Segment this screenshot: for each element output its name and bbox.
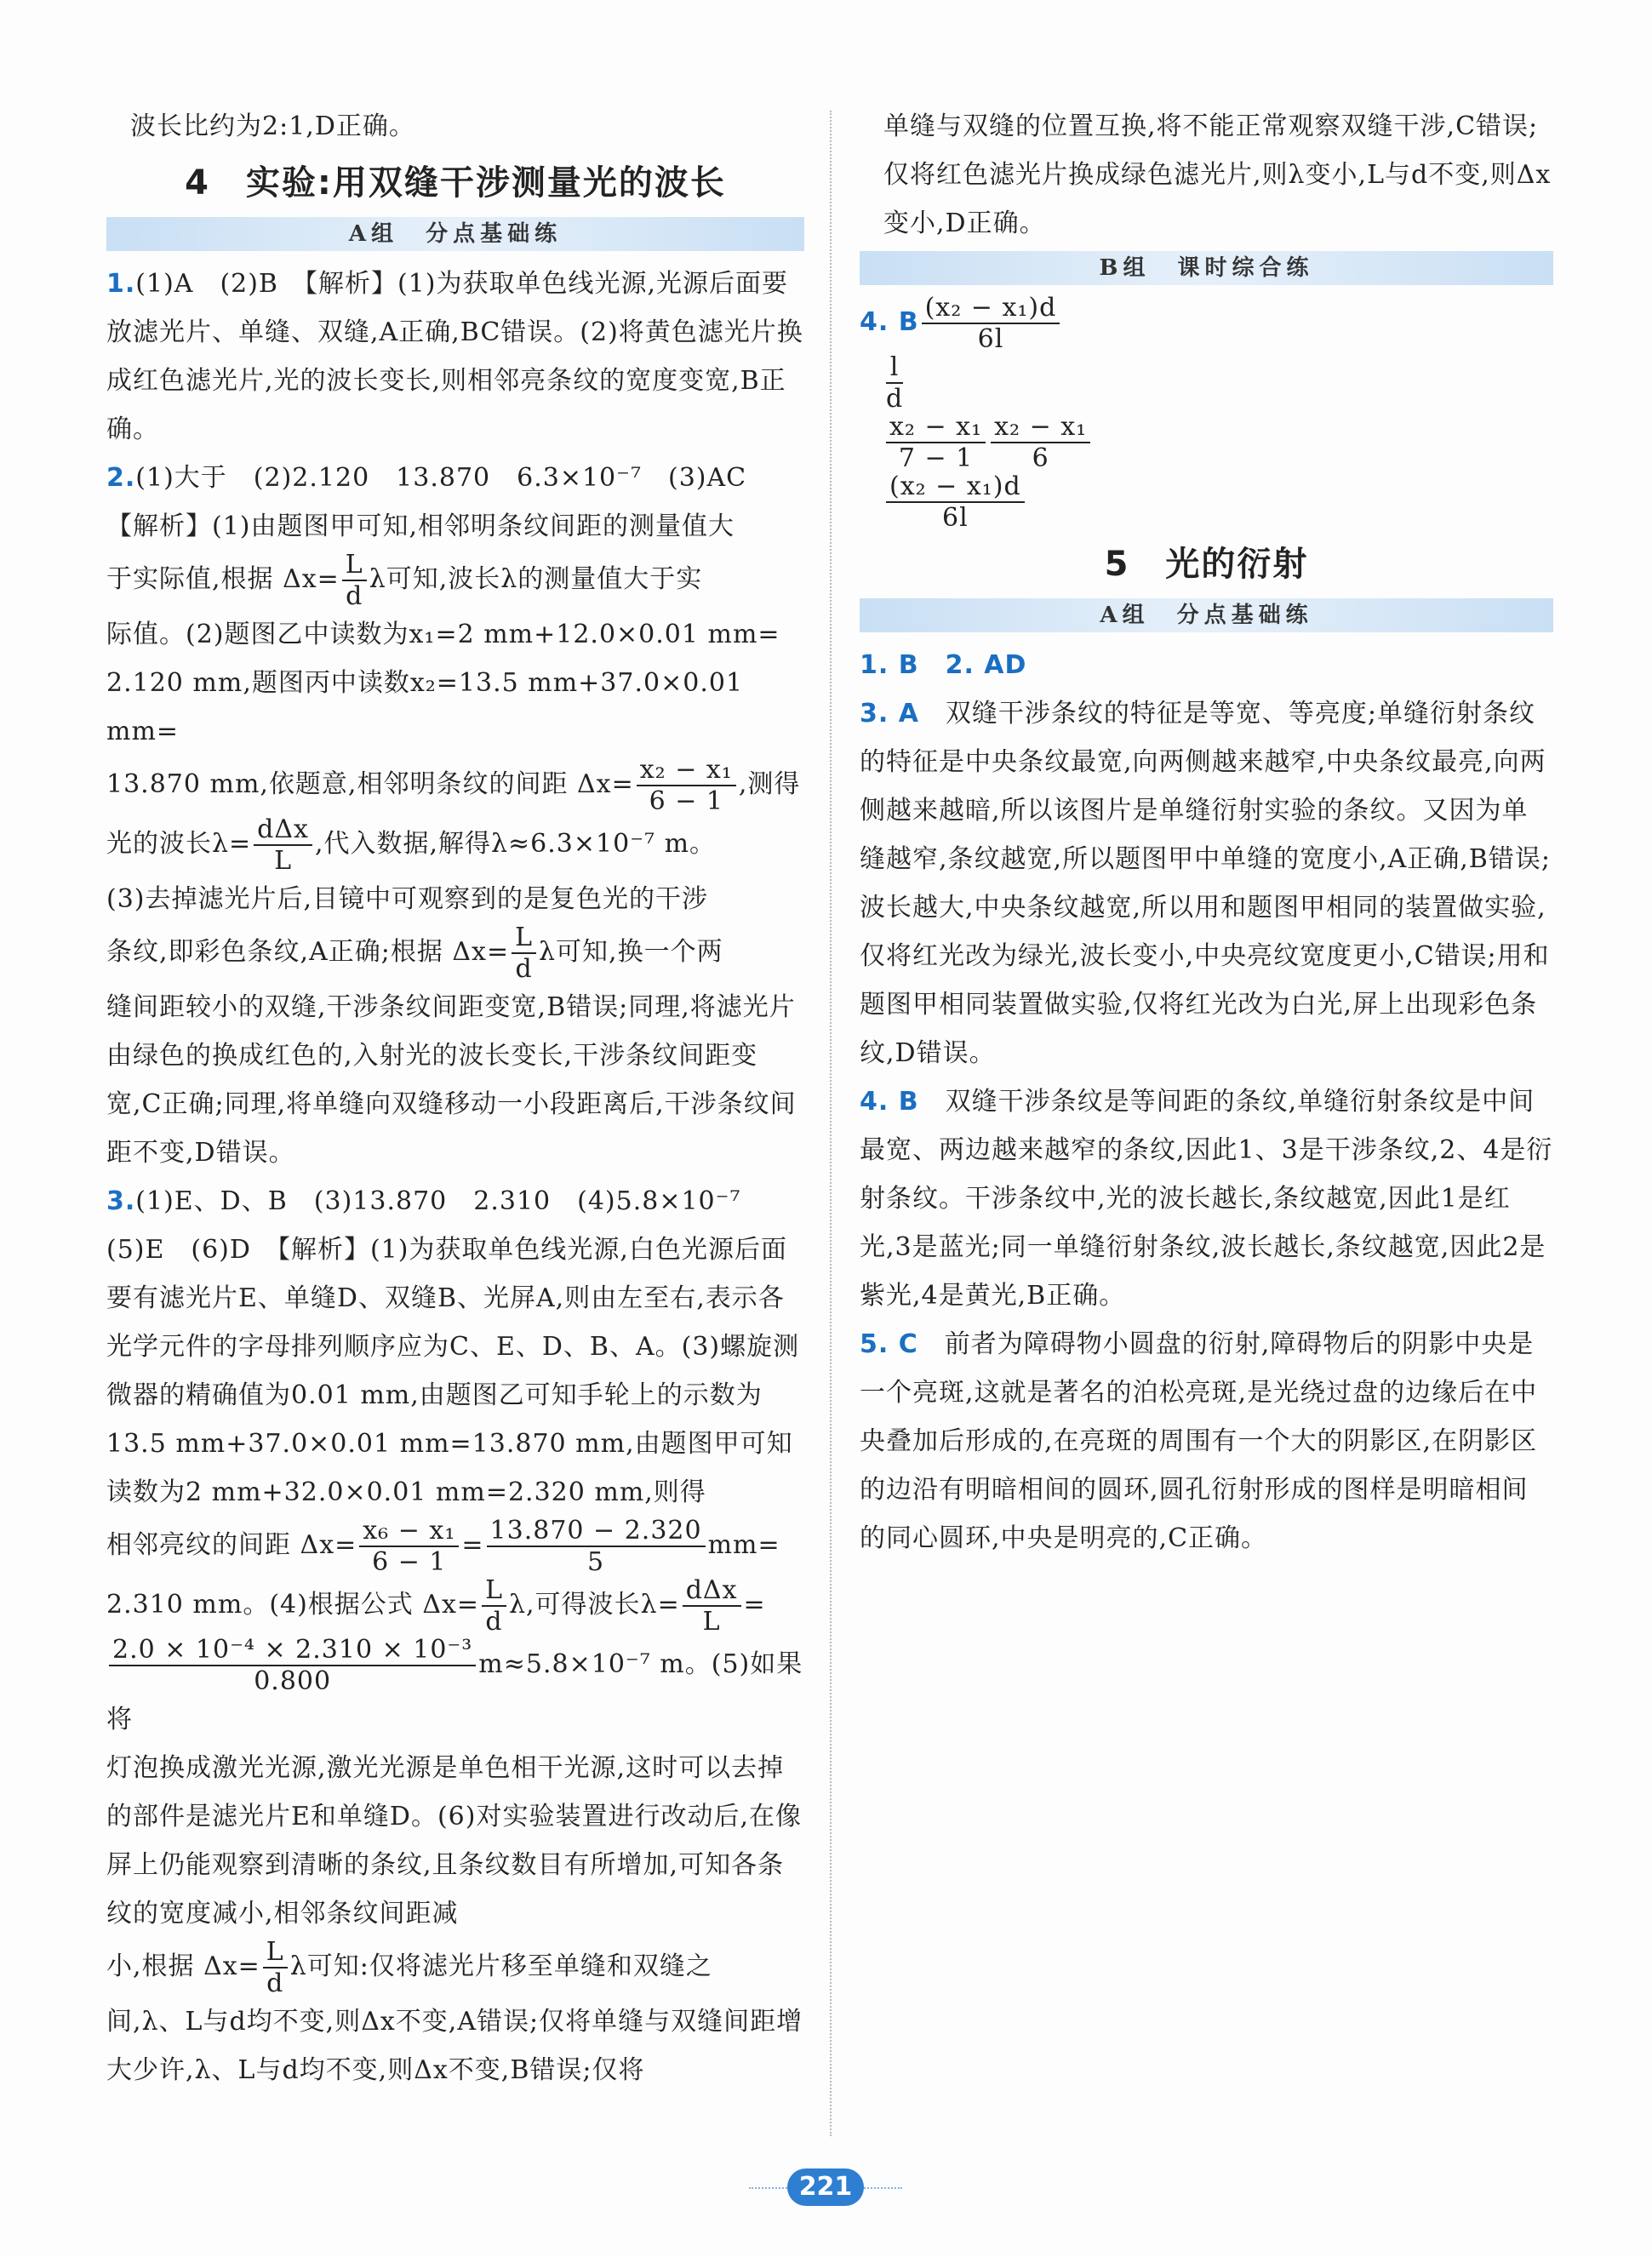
q3-line4: $\frac{\text{2.0 × 10⁻⁴ × 2.310 × 10⁻³}}{0.800}$ m≈5.8×10⁻⁷ m。(5)如果将 xyxy=(106,1635,803,1734)
q3-line2: 相邻亮纹的间距 Δx= $\frac{\text{x₆ − x₁}}{6 - 1}$ = $\frac{13.870 - 2.320}{5}$ mm= xyxy=(106,1516,780,1577)
q4-answers xyxy=(860,294,1553,353)
page-number-pill: 221 xyxy=(787,2168,865,2206)
intro-line: 波长比约为2:1,D正确。 xyxy=(130,111,415,141)
section4-title: 4 实验:用双缝干涉测量光的波长 xyxy=(185,163,726,203)
q2-line3: 际值。(2)题图乙中读数为x₁=2 mm+12.0×0.01 mm= xyxy=(106,620,780,649)
group-b-banner: B组 课时综合练 xyxy=(860,251,1553,285)
fraction-L-over-d: $\frac{L}{d}$ xyxy=(482,1576,506,1636)
q2-line6: 光的波长λ= $\frac{\text{dΔx}}{L}$ ,代入数据,解得λ≈6.3×10⁻⁷ m。 xyxy=(106,814,717,876)
group-a-banner: A组 分点基础练 xyxy=(106,217,804,251)
q2-line2: 于实际值,根据 Δx= $\frac{L}{d}$ λ可知,波长λ的测量值大于实 xyxy=(106,550,703,611)
fraction-lambda: $\frac{\text{dΔx}}{L}$ xyxy=(254,815,312,875)
fraction-x6x1: $\frac{\text{x₆ − x₁}}{6 - 1}$ xyxy=(359,1517,459,1576)
fraction-6: $\frac{\text{x₂ − x₁}}{6}$ xyxy=(991,413,1090,472)
q3-line3: 2.310 mm。(4)根据公式 Δx= $\frac{L}{d}$ λ,可得波长λ= $\frac{\text{dΔx}}{L}$ = xyxy=(106,1575,766,1637)
fraction-L-over-d: $\frac{L}{d}$ xyxy=(263,1938,288,1997)
q2-answers xyxy=(106,454,804,502)
fraction-l-over-d: $\frac{l}{d}$ xyxy=(886,352,904,414)
q2-line8: 条纹,即彩色条纹,A正确;根据 Δx= $\frac{L}{d}$ λ可知,换一个两 xyxy=(106,923,723,984)
fraction-7: $\frac{\text{x₂ − x₁}}{7 - 1}$ xyxy=(886,413,986,472)
fraction-q4-final: $\frac{\text{(x₂ − x₁)d}}{6l}$ xyxy=(886,472,1025,532)
q3-number: 3. xyxy=(106,1186,136,1216)
q4-line2 xyxy=(860,353,1553,413)
fraction-ddx-L: $\frac{\text{dΔx}}{L}$ xyxy=(683,1576,741,1636)
q2-line5: 13.870 mm,依题意,相邻明条纹的间距 Δx= $\frac{\text{x₂ − x₁}}{6 - 1}$ ,测得 xyxy=(106,755,801,816)
q4-number: 4. B xyxy=(860,307,919,337)
fraction-numeric: $\frac{13.870 - 2.320}{5}$ xyxy=(487,1517,706,1576)
q2-line7: (3)去掉滤光片后,目镜中可观察到的是复色光的干涉 xyxy=(106,884,709,914)
q4-line3 xyxy=(860,413,1553,472)
left-column xyxy=(106,102,804,2094)
page-number xyxy=(749,2168,902,2206)
q1-number: 1. xyxy=(106,269,136,299)
q2-number: 2. xyxy=(106,463,136,493)
continuation: 单缝与双缝的位置互换,将不能正常观察双缝干涉,C错误;仅将红色滤光片换成绿色滤光片,则λ变小,L与d不变,则Δx变小,D正确。 xyxy=(883,111,1552,238)
q3-line1: 3.(1)E、D、B (3)13.870 2.310 (4)5.8×10⁻⁷ (5)E (6)D 【解析】(1)为获取单色线光源,白色光源后面要有滤光片E、单缝D、双缝B、光屏A,则由左至右,表示各光学元件的字母排列顺序应为C、E、D、B、A。(3)螺旋测微器的精确值为0.01 mm,由题图乙可知手轮上的示数为13.5 mm+37.0×0.01 mm=13.870 mm,由题图甲可知读数为2 mm+32.0×0.01 mm=2.320 mm,则得 xyxy=(106,1186,800,1507)
right-column xyxy=(860,102,1553,1563)
fraction-dx: $\frac{\text{x₂ − x₁}}{6 - 1}$ xyxy=(637,756,736,815)
q1 xyxy=(106,260,804,454)
q4-line4 xyxy=(860,472,1553,532)
q2-line9: 缝间距较小的双缝,干涉条纹间距变宽,B错误;同理,将滤光片由绿色的换成红色的,入射光的波长变长,干涉条纹间距变宽,C正确;同理,将单缝向双缝移动一小段距离后,干涉条纹间距不变,D错误。 xyxy=(106,992,797,1168)
q2-line1: 【解析】(1)由题图甲可知,相邻明条纹间距的测量值大 xyxy=(106,511,735,541)
q5-label: 5. C xyxy=(860,1329,918,1359)
q4-label: 4. B xyxy=(860,1087,919,1117)
q4-diffraction: 4. B 双缝干涉条纹是等间距的条纹,单缝衍射条纹是中间最宽、两边越来越窄的条纹,因此1、3是干涉条纹,2、4是衍射条纹。干涉条纹中,光的波长越长,条纹越宽,因此1是红光,3是蓝光;同一单缝衍射条纹,波长越长,条纹越宽,因此2是紫光,4是黄光,B正确。 xyxy=(860,1087,1553,1311)
q5-diffraction: 5. C 前者为障碍物小圆盘的衍射,障碍物后的阴影中央是一个亮斑,这就是著名的泊松亮斑,是光绕过盘的边缘后在中央叠加后形成的,在亮斑的周围有一个大的阴影区,在阴影区的边沿有明暗相间的圆环,圆孔衍射形成的图样是明暗相间的同心圆环,中央是明亮的,C正确。 xyxy=(860,1329,1538,1553)
group-a-banner-2: A组 分点基础练 xyxy=(860,598,1553,632)
section5-title: 5 光的衍射 xyxy=(1104,545,1309,584)
q2-answer-text: (1)大于 (2)2.120 13.870 6.3×10⁻⁷ (3)AC xyxy=(135,463,747,493)
column-divider xyxy=(830,111,832,2136)
q3-diffraction: 3. A 双缝干涉条纹的特征是等宽、等亮度;单缝衍射条纹的特征是中央条纹最宽,向两侧越来越窄,中央条纹最亮,向两侧越来越暗,所以该图片是单缝衍射实验的条纹。又因为单缝越窄,条纹越宽,所以题图甲中单缝的宽度小,A正确,B错误;波长越大,中央条纹越宽,所以用和题图甲相同的装置做实验,仅将红光改为绿光,波长变小,中央亮纹宽度更小,C错误;用和题图甲相同装置做实验,仅将红光改为白光,屏上出现彩色条纹,D错误。 xyxy=(860,699,1551,1068)
fraction-q4: $\frac{\text{(x₂ − x₁)d}}{6l}$ xyxy=(922,294,1060,353)
q1-q2-answers: 1. B 2. AD xyxy=(860,650,1027,680)
q2-line4: 2.120 mm,题图丙中读数x₂=13.5 mm+37.0×0.01 mm= xyxy=(106,668,744,746)
q3-line6: 小,根据 Δx= $\frac{L}{d}$ λ可知:仅将滤光片移至单缝和双缝之 xyxy=(106,1937,712,1998)
fraction-big: $\frac{\text{2.0 × 10⁻⁴ × 2.310 × 10⁻³}}{0.800}$ xyxy=(109,1636,476,1695)
fraction-L-over-d: $\frac{L}{d}$ xyxy=(512,923,536,983)
q3-label: 3. A xyxy=(860,699,919,729)
q1-text: (1)A (2)B 【解析】(1)为获取单色线光源,光源后面要放滤光片、单缝、双缝,A正确,BC错误。(2)将黄色滤光片换成红色滤光片,光的波长变长,则相邻亮条纹的宽度变宽,B正确。 xyxy=(106,269,803,444)
fraction-L-over-d: $\frac{L}{d}$ xyxy=(342,551,367,610)
q3-line7: 间,λ、L与d均不变,则Δx不变,A错误;仅将单缝与双缝间距增大少许,λ、L与d均不变,则Δx不变,B错误;仅将 xyxy=(106,2007,803,2085)
q3-line5: 灯泡换成激光光源,激光光源是单色相干光源,这时可以去掉的部件是滤光片E和单缝D。(6)对实验装置进行改动后,在像屏上仍能观察到清晰的条纹,且条纹数目有所增加,可知各条纹的宽度减小,相邻条纹间距减 xyxy=(106,1753,802,1928)
